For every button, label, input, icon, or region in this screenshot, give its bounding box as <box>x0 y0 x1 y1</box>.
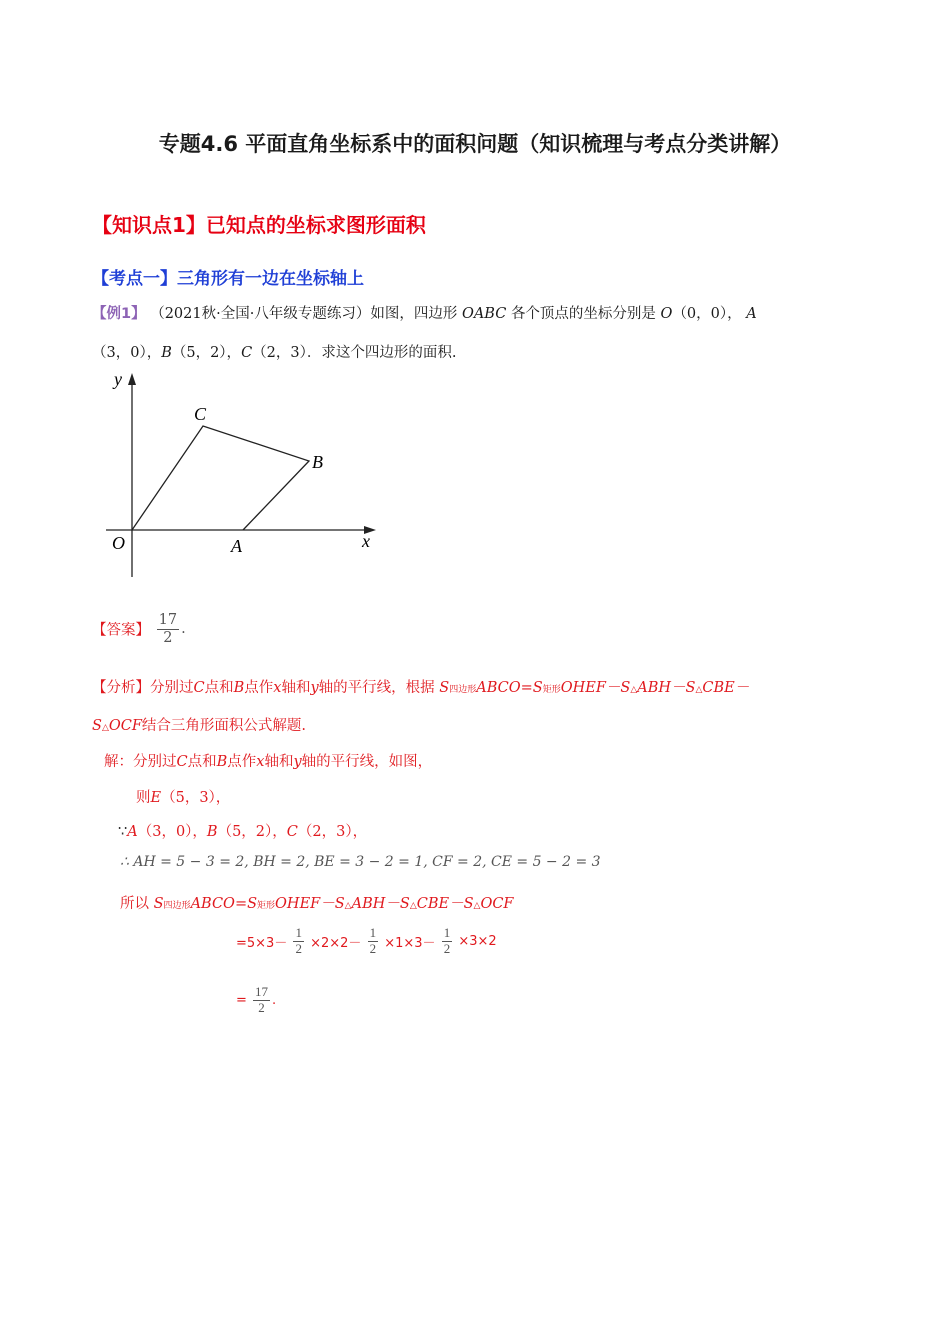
result-fraction <box>253 985 270 1016</box>
answer-label: 【答案】 <box>92 622 150 639</box>
fraction-denominator: 2 <box>258 999 265 1015</box>
fraction-denominator: 2 <box>163 629 173 646</box>
fraction-numerator: 17 <box>255 984 269 999</box>
calc-text: ×2×2－ <box>310 935 362 951</box>
solution-text: 所以 <box>120 896 149 912</box>
analysis-label: 【分析】 <box>92 680 150 696</box>
subscript: △ <box>630 685 638 695</box>
point-label: A <box>746 306 757 322</box>
analysis-line-2 <box>92 714 306 735</box>
fraction-numerator: 1 <box>369 925 377 940</box>
fraction-numerator: 1 <box>295 925 302 940</box>
fraction-denominator: 2 <box>443 940 451 956</box>
result-end: . <box>272 992 277 1008</box>
solution-line-3 <box>118 820 367 841</box>
subscript: 四边形 <box>163 901 191 911</box>
y-axis-label: y <box>114 369 122 389</box>
solution-text: 轴和 <box>264 754 294 770</box>
point-label: E <box>150 790 162 806</box>
calc-text: ×1×3－ <box>384 935 436 951</box>
point-label: B <box>206 824 218 840</box>
fraction-half <box>442 926 453 957</box>
calculation-line <box>236 926 497 957</box>
subscript: △ <box>344 901 352 911</box>
analysis-text: 结合三角形面积公式解题. <box>141 718 307 734</box>
example-source: （2021秋·全国·八年级专题练习） <box>150 306 371 322</box>
point-o-label: O <box>112 533 125 553</box>
point-label: O <box>660 306 673 322</box>
formula-text: ABH－S <box>351 896 410 912</box>
analysis-text: 分别过 <box>150 680 194 696</box>
area-symbol: S <box>153 896 164 912</box>
analysis-text: 轴的平行线，根据 <box>318 680 435 696</box>
answer-end: . <box>181 621 186 638</box>
axis-letter: x <box>256 754 265 770</box>
solution-text: 解：分别过 <box>104 754 177 770</box>
solution-text: 点和 <box>187 754 217 770</box>
formula-text: CBE－ <box>702 680 750 696</box>
point-a-label: A <box>231 536 242 556</box>
solution-text: 轴的平行线，如图， <box>301 754 433 770</box>
point-label: C <box>193 680 205 696</box>
coord-text: （0，0）， <box>672 306 742 322</box>
coord-text: （3，0）， <box>92 345 162 361</box>
point-label: B <box>216 754 228 770</box>
y-axis-arrow <box>128 373 136 385</box>
solution-line-5 <box>120 892 513 913</box>
point-label: A <box>127 824 138 840</box>
fraction-denominator: 2 <box>295 940 302 956</box>
fraction-numerator: 1 <box>443 925 451 940</box>
formula-text: OHEF－S <box>275 896 345 912</box>
formula-text: ABCO=S <box>476 680 543 696</box>
solution-line-1 <box>104 750 432 771</box>
formula-text: OHEF－S <box>560 680 631 696</box>
formula-text: OCF <box>480 896 514 912</box>
quad-name: OABC <box>461 306 507 322</box>
page-title: 专题4.6 平面直角坐标系中的面积问题（知识梳理与考点分类讲解） <box>158 132 792 156</box>
because-symbol: ∵ <box>118 824 128 840</box>
quadrilateral-oabc <box>132 426 309 530</box>
fraction-half <box>368 926 379 957</box>
subscript: 四边形 <box>449 685 477 695</box>
example-text: 各个顶点的坐标分别是 <box>510 306 656 322</box>
formula-text: OCF <box>108 718 142 734</box>
subscript: △ <box>101 723 109 733</box>
solution-line-2 <box>136 786 230 807</box>
coord-text: （2，3）．求这个四边形的面积. <box>252 345 457 361</box>
analysis-line-1 <box>92 676 749 697</box>
coord-text: （5，2）， <box>171 345 242 361</box>
solution-text: 则 <box>136 790 151 806</box>
fraction-half <box>293 926 304 957</box>
equals-sign: = <box>236 992 247 1008</box>
subscript: 矩形 <box>542 685 561 695</box>
point-label: C <box>176 754 188 770</box>
point-b-label: B <box>312 452 323 472</box>
coord-text: （5，2）， <box>217 824 287 840</box>
point-label: B <box>233 680 245 696</box>
point-label: C <box>286 824 298 840</box>
coordinate-figure <box>100 365 390 590</box>
solution-text: （5，3）， <box>161 790 231 806</box>
area-symbol: S <box>92 718 102 734</box>
solution-text: 点作 <box>227 754 257 770</box>
formula-text: ABCO=S <box>190 896 258 912</box>
calc-text: ×3×2 <box>458 933 497 949</box>
solution-line-4: ∴ AH = 5 − 3 = 2, BH = 2, BE = 3 − 2 = 1, CF = 2, CE = 5 − 2 = 3 <box>120 854 601 870</box>
knowledge-point-heading: 【知识点1】已知点的坐标求图形面积 <box>92 213 426 237</box>
analysis-text: 点作 <box>244 680 274 696</box>
axis-letter: x <box>273 680 282 696</box>
formula-text: ABH－S <box>637 680 696 696</box>
axis-letter: y <box>293 754 302 770</box>
example-text: 如图，四边形 <box>370 306 458 322</box>
analysis-text: 轴和 <box>281 680 311 696</box>
example-line-2 <box>92 341 456 362</box>
coord-text: （2，3）， <box>297 824 368 840</box>
example-label: 【例1】 <box>92 306 146 322</box>
fraction-numerator: 17 <box>158 612 178 628</box>
subscript: 矩形 <box>257 901 276 911</box>
analysis-text: 点和 <box>204 680 234 696</box>
point-c-label: C <box>194 404 207 424</box>
formula-text: CBE－S <box>416 896 474 912</box>
subscript: △ <box>409 901 417 911</box>
answer-fraction <box>157 612 179 646</box>
result-line <box>236 985 276 1016</box>
answer-line <box>92 612 186 646</box>
subscript: △ <box>695 685 703 695</box>
x-axis-label: x <box>362 531 370 551</box>
fraction-denominator: 2 <box>369 940 377 956</box>
example-line-1 <box>92 302 757 323</box>
area-symbol: S <box>439 680 450 696</box>
point-label: B <box>161 345 172 361</box>
subscript: △ <box>473 901 481 911</box>
exam-point-heading: 【考点一】三角形有一边在坐标轴上 <box>92 269 364 289</box>
point-label: C <box>241 345 253 361</box>
coord-text: （3，0）， <box>137 824 207 840</box>
axis-letter: y <box>310 680 319 696</box>
calc-text: =5×3－ <box>236 935 288 951</box>
